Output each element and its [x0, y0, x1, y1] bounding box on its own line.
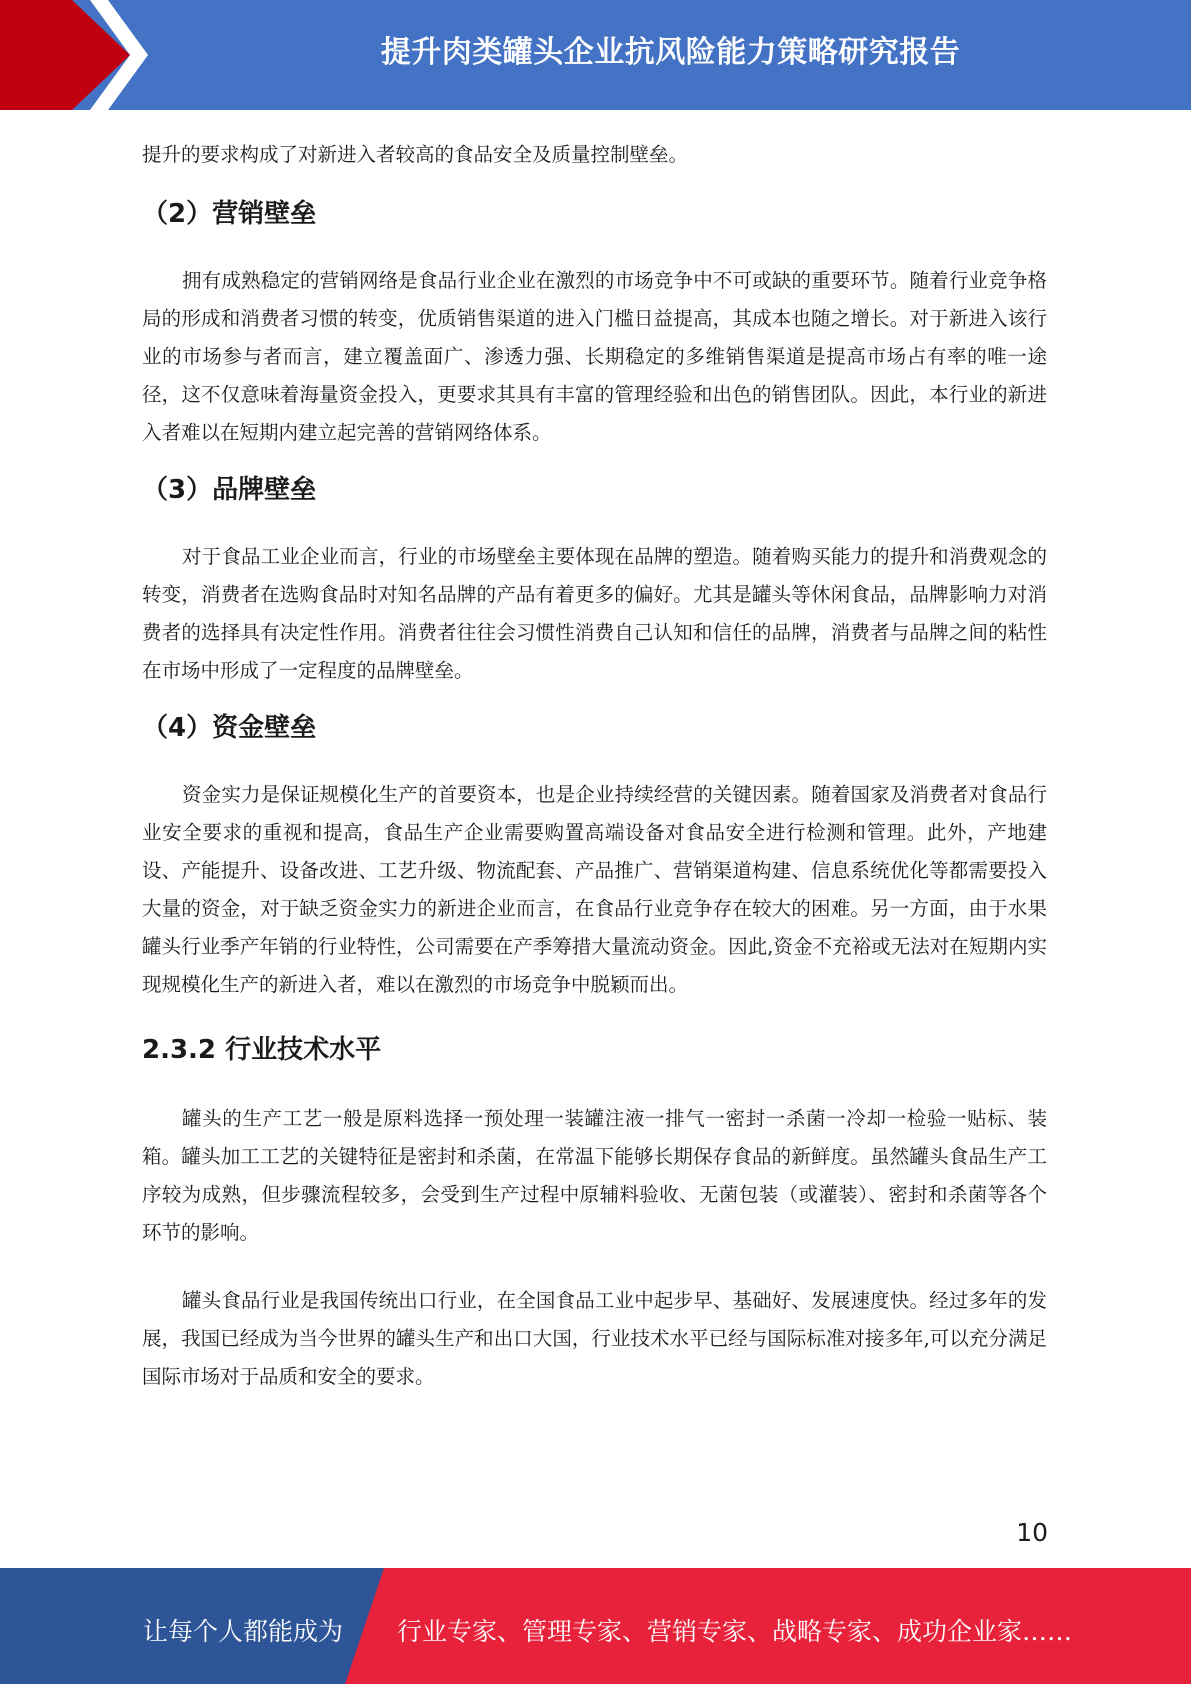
- paragraph-brand-barrier: 对于食品工业企业而言，行业的市场壁垒主要体现在品牌的塑造。随着购买能力的提升和消费观念的转变，消费者在选购食品时对知名品牌的产品有着更多的偏好。尤其是罐头等休闲食品，品牌影响力对消费者的选择具有决定性作用。消费者往往会习惯性消费自己认知和信任的品牌，消费者与品牌之间的粘性在市场中形成了一定程度的品牌壁垒。: [142, 545, 1047, 682]
- paragraph-marketing-barrier: 拥有成熟稳定的营销网络是食品行业企业在激烈的市场竞争中不可或缺的重要环节。随着行业竞争格局的形成和消费者习惯的转变，优质销售渠道的进入门槛日益提高，其成本也随之增长。对于新进入该行业的市场参与者而言，建立覆盖面广、渗透力强、长期稳定的多维销售渠道是提高市场占有率的唯一途径，这不仅意味着海量资金投入，更要求其具有丰富的管理经验和出色的销售团队。因此，本行业的新进入者难以在短期内建立起完善的营销网络体系。: [142, 269, 1047, 444]
- heading-capital-barrier: （4）资金壁垒: [142, 713, 317, 743]
- page-footer: [0, 1568, 1191, 1684]
- paragraph-tech-process: 罐头的生产工艺一般是原料选择一预处理一装罐注液一排气一密封一杀菌一冷却一检验一贴标、装箱。罐头加工工艺的关键特征是密封和杀菌，在常温下能够长期保存食品的新鲜度。虽然罐头食品生产工序较为成熟，但步骤流程较多，会受到生产过程中原辅料验收、无菌包装（或灌装）、密封和杀菌等各个环节的影响。: [142, 1107, 1047, 1244]
- heading-brand-barrier: （3）品牌壁垒: [142, 475, 317, 505]
- footer-slogan-left: 让每个人都能成为: [143, 1617, 344, 1646]
- paragraph-capital-barrier: 资金实力是保证规模化生产的首要资本，也是企业持续经营的关键因素。随着国家及消费者对食品行业安全要求的重视和提高，食品生产企业需要购置高端设备对食品安全进行检测和管理。此外，产地建设、产能提升、设备改进、工艺升级、物流配套、产品推广、营销渠道构建、信息系统优化等都需要投入大量的资金，对于缺乏资金实力的新进企业而言，在食品行业竞争存在较大的困难。另一方面，由于水果罐头行业季产年销的行业特性，公司需要在产季筹措大量流动资金。因此,资金不充裕或无法对在短期内实现规模化生产的新进入者，难以在激烈的市场竞争中脱颖而出。: [142, 783, 1047, 996]
- section-heading-tech-level: 2.3.2 行业技术水平: [142, 1035, 382, 1065]
- page-number: 10: [1016, 1518, 1048, 1547]
- page-content: [142, 136, 1047, 1396]
- paragraph-continued: 提升的要求构成了对新进入者较高的食品安全及质量控制壁垒。: [142, 143, 689, 166]
- report-title: 提升肉类罐头企业抗风险能力策略研究报告: [380, 35, 961, 70]
- heading-marketing-barrier: （2）营销壁垒: [142, 199, 317, 229]
- page-header: [0, 0, 1191, 110]
- paragraph-tech-industry: 罐头食品行业是我国传统出口行业，在全国食品工业中起步早、基础好、发展速度快。经过多年的发展，我国已经成为当今世界的罐头生产和出口大国，行业技术水平已经与国际标准对接多年,可以充分满足国际市场对于品质和安全的要求。: [142, 1289, 1047, 1388]
- footer-slogan-right: 行业专家、管理专家、营销专家、战略专家、成功企业家……: [397, 1617, 1073, 1646]
